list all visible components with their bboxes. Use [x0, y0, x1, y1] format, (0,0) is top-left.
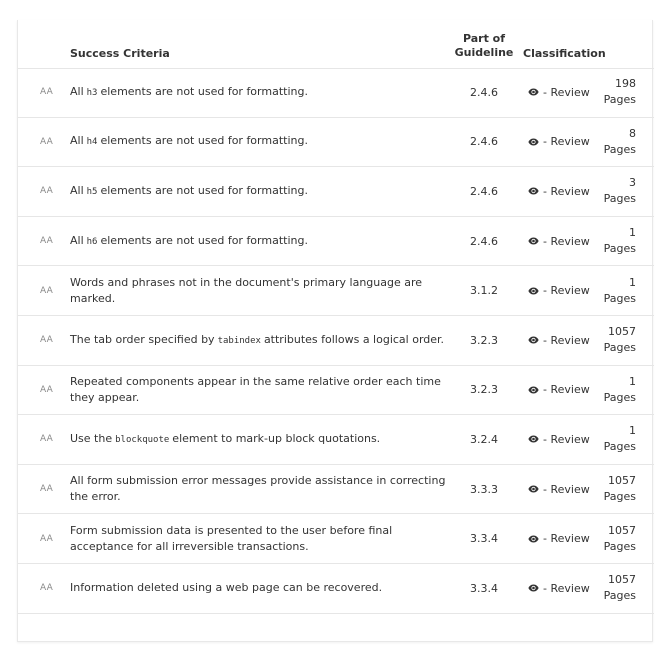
criterion-text-pre: All [70, 84, 84, 98]
conformance-level: AA [40, 87, 53, 98]
criterion-text-pre: All form submission error messages provide assistance in correcting the error. [70, 474, 446, 504]
criterion-text-pre: Use the [70, 431, 113, 445]
conformance-level: AA [40, 136, 53, 147]
pages-cell [596, 167, 636, 216]
header-classification: Classification [523, 47, 606, 60]
criterion-text-pre: Information deleted using a web page can be recovered. [70, 581, 383, 595]
classification [528, 167, 598, 216]
guideline-number: 2.4.6 [470, 85, 498, 99]
criterion-text [70, 118, 452, 167]
pages-cell [596, 564, 636, 613]
eye-icon [528, 386, 539, 394]
criterion-text [70, 217, 452, 266]
criterion-code: blockquote [115, 434, 170, 445]
eye-icon [528, 88, 539, 96]
pages-cell [596, 266, 636, 315]
pages-count-link[interactable]: 3 Pages [603, 176, 636, 206]
table-row [18, 514, 654, 564]
classification-label: - Review [543, 383, 590, 397]
criterion-text-post: attributes follows a logical order. [263, 332, 445, 346]
guideline-number: 3.2.3 [470, 333, 498, 347]
classification [528, 68, 598, 117]
conformance-level: AA [40, 583, 53, 594]
criterion-text-post: element to mark-up block quotations. [172, 431, 381, 445]
classification-label: - Review [543, 432, 590, 446]
pages-count-link[interactable]: 1057 Pages [603, 573, 636, 603]
classification-label: - Review [543, 85, 590, 99]
guideline-number: 3.2.4 [470, 432, 498, 446]
criterion-text-post: elements are not used for formatting. [100, 84, 308, 98]
criterion-text-pre: All [70, 233, 84, 247]
guideline-number: 3.3.4 [470, 581, 498, 595]
pages-cell [596, 316, 636, 365]
table-body [18, 68, 654, 614]
classification [528, 465, 598, 514]
eye-icon [528, 485, 539, 493]
conformance-level: AA [40, 285, 53, 296]
criterion-text [70, 68, 452, 117]
eye-icon [528, 535, 539, 543]
table-row [18, 415, 654, 465]
criterion-code: h4 [86, 137, 98, 148]
classification [528, 266, 598, 315]
guideline-number: 3.2.3 [470, 383, 498, 397]
criterion-code: h3 [86, 87, 98, 98]
criterion-text-pre: All [70, 183, 84, 197]
criterion-text-post: elements are not used for formatting. [100, 233, 308, 247]
table-row [18, 266, 654, 316]
conformance-level: AA [40, 186, 53, 197]
guideline-number: 2.4.6 [470, 135, 498, 149]
classification [528, 564, 598, 613]
criterion-text-pre: Repeated components appear in the same relative order each time they appear. [70, 374, 441, 404]
pages-count-link[interactable]: 1057 Pages [603, 523, 636, 553]
eye-icon [528, 287, 539, 295]
classification [528, 514, 598, 563]
criterion-code: h5 [86, 186, 98, 197]
criterion-code: tabindex [217, 335, 261, 346]
header-success-criteria: Success Criteria [70, 47, 170, 60]
classification-label: - Review [543, 184, 590, 198]
guideline-number: 2.4.6 [470, 184, 498, 198]
conformance-level: AA [40, 484, 53, 495]
eye-icon [528, 187, 539, 195]
criterion-text [70, 415, 452, 464]
pages-cell [596, 217, 636, 266]
pages-count-link[interactable]: 1057 Pages [603, 474, 636, 504]
classification-label: - Review [543, 135, 590, 149]
pages-count-link[interactable]: 1 Pages [603, 374, 636, 404]
table-row [18, 68, 654, 118]
eye-icon [528, 435, 539, 443]
classification-label: - Review [543, 532, 590, 546]
classification-label: - Review [543, 482, 590, 496]
pages-count-link[interactable]: 1 Pages [603, 424, 636, 454]
criterion-text-pre: Form submission data is presented to the user before final acceptance for all irreversible transactions. [70, 523, 393, 553]
pages-cell [596, 118, 636, 167]
guideline-number: 2.4.6 [470, 234, 498, 248]
pages-count-link[interactable]: 198 Pages [603, 77, 636, 107]
pages-count-link[interactable]: 1 Pages [603, 275, 636, 305]
pages-count-link[interactable]: 1057 Pages [603, 325, 636, 355]
guideline-number: 3.3.4 [470, 532, 498, 546]
pages-cell [596, 415, 636, 464]
criterion-text [70, 564, 452, 613]
conformance-level: AA [40, 434, 53, 445]
eye-icon [528, 138, 539, 146]
classification [528, 415, 598, 464]
table-row [18, 167, 654, 217]
criterion-text-pre: All [70, 134, 84, 148]
criterion-code: h6 [86, 236, 98, 247]
table-row [18, 366, 654, 416]
success-criteria-table [17, 20, 653, 642]
pages-count-link[interactable]: 1 Pages [603, 226, 636, 256]
conformance-level: AA [40, 384, 53, 395]
criterion-text-pre: The tab order specified by [70, 332, 215, 346]
table-row [18, 118, 654, 168]
eye-icon [528, 336, 539, 344]
criterion-text [70, 465, 452, 514]
classification-label: - Review [543, 234, 590, 248]
pages-cell [596, 514, 636, 563]
eye-icon [528, 584, 539, 592]
table-row [18, 564, 654, 614]
criterion-text [70, 266, 452, 315]
pages-cell [596, 366, 636, 415]
classification-label: - Review [543, 581, 590, 595]
criterion-text-pre: Words and phrases not in the document's primary language are marked. [70, 275, 423, 305]
pages-cell [596, 68, 636, 117]
conformance-level: AA [40, 533, 53, 544]
criterion-text-post: elements are not used for formatting. [100, 134, 308, 148]
criterion-text-post: elements are not used for formatting. [100, 183, 308, 197]
conformance-level: AA [40, 335, 53, 346]
criterion-text [70, 514, 452, 563]
classification [528, 217, 598, 266]
pages-cell [596, 465, 636, 514]
classification [528, 316, 598, 365]
table-row [18, 465, 654, 515]
criterion-text [70, 316, 452, 365]
eye-icon [528, 237, 539, 245]
pages-count-link[interactable]: 8 Pages [603, 126, 636, 156]
classification [528, 366, 598, 415]
header-part-of-guideline: Part of Guideline [454, 32, 514, 59]
criterion-text [70, 366, 452, 415]
table-header [18, 20, 654, 69]
classification-label: - Review [543, 333, 590, 347]
conformance-level: AA [40, 236, 53, 247]
table-row [18, 316, 654, 366]
guideline-number: 3.1.2 [470, 284, 498, 298]
classification-label: - Review [543, 284, 590, 298]
criterion-text [70, 167, 452, 216]
table-row [18, 217, 654, 267]
classification [528, 118, 598, 167]
guideline-number: 3.3.3 [470, 482, 498, 496]
